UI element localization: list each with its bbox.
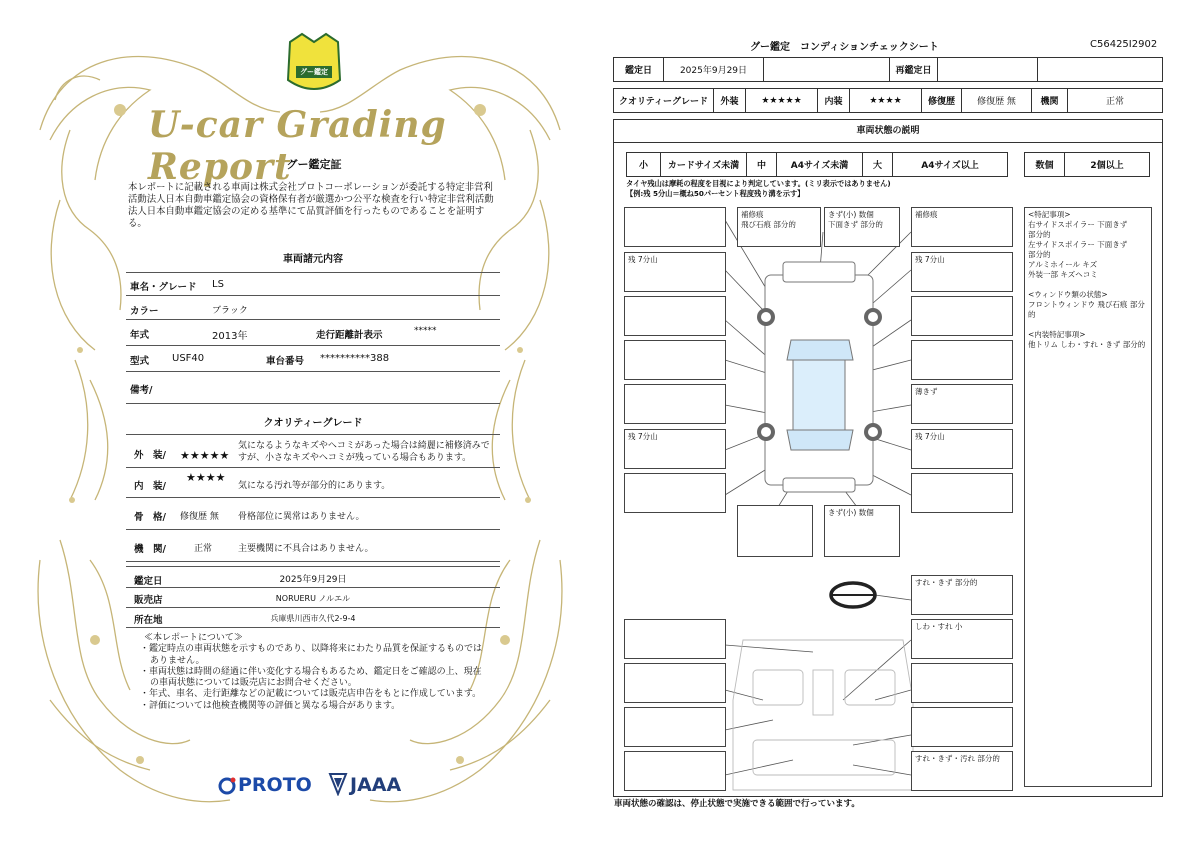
dealer-row (126, 588, 500, 608)
spec-mileage-value: ***** (414, 326, 437, 336)
notes-title: ≪本レポートについて≫ (144, 633, 243, 643)
damage-box: 残 7分山 (624, 429, 726, 469)
sheet-footer: 車両状態の確認は、停止状態で実施できる範囲で行っています。 (614, 799, 860, 809)
damage-box (911, 473, 1013, 513)
tire-note-line: 【例:残 5分山＝概ね50パーセント程度残り溝を示す】 (626, 188, 805, 198)
jaaa-logo: JAAA (350, 774, 402, 796)
dealer-label: 販売店 (134, 595, 163, 606)
tire-note (626, 179, 891, 198)
damage-box: 補修痕 飛び石痕 部分的 (737, 207, 821, 247)
damage-box (624, 473, 726, 513)
legend-count-desc: 2個以上 (1065, 153, 1150, 177)
proto-logo-icon (218, 776, 238, 796)
date-label: 鑑定日 (614, 58, 664, 82)
damage-box (911, 707, 1013, 747)
repair-label: 修復歴 (922, 89, 962, 113)
legend-large-desc: A4サイズ以上 (893, 153, 1008, 177)
engine-label-r: 機関 (1032, 89, 1068, 113)
spec-color-value: ブラック (212, 306, 248, 316)
spec-name-value: LS (212, 279, 224, 290)
spec-row-name (126, 272, 500, 296)
quality-row-interior (126, 468, 500, 498)
appraisal-date-label: 鑑定日 (134, 576, 163, 587)
size-legend-table (626, 152, 1008, 177)
legend-large: 大 (863, 153, 893, 177)
damage-box (624, 751, 726, 791)
empty-cell (764, 58, 890, 82)
proto-logo: PROTO (238, 774, 312, 796)
damage-box: きず(小) 数個 下面きず 部分的 (824, 207, 900, 247)
qg-label: クオリティーグレード (614, 89, 714, 113)
spec-year-value: 2013年 (212, 331, 248, 342)
legend-medium-desc: A4サイズ未満 (777, 153, 863, 177)
spec-section-title: 車両諸元内容 (283, 254, 343, 265)
tire-note-line: タイヤ残山は摩耗の程度を目視により判定しています。(ミリ表示ではありません) (626, 179, 891, 188)
engine-label: 機 関/ (134, 544, 166, 555)
spec-remarks-label: 備考/ (130, 385, 153, 396)
empty-cell (1038, 58, 1163, 82)
damage-box: 残 7分山 (911, 252, 1013, 292)
certificate-title: グー鑑定証 (286, 158, 342, 171)
appraisal-date-table (613, 57, 1163, 82)
quality-section-title: クオリティーグレード (263, 418, 363, 429)
dealer-value: NORUERU ノルエル (275, 594, 351, 603)
damage-box: すれ・きず 部分的 (911, 575, 1013, 615)
spec-name-label: 車名・グレード (130, 282, 197, 293)
sheet-header: グー鑑定 コンディションチェックシート (750, 42, 939, 53)
count-legend-table (1024, 152, 1150, 177)
spec-row-color (126, 296, 500, 320)
note-item: ・評価については他検査機関等の評価と異なる場合があります。 (140, 700, 401, 711)
damage-box (624, 707, 726, 747)
jaaa-logo-icon (328, 772, 348, 796)
legend-small: 小 (627, 153, 661, 177)
engine-desc: 主要機関に不具合はありません。 (238, 544, 374, 554)
condition-check-sheet (600, 0, 1200, 848)
damage-box (624, 384, 726, 424)
goo-kantei-badge: グー鑑定 (300, 68, 328, 76)
address-label: 所在地 (134, 615, 163, 626)
sheet-code: C56425I2902 (1090, 39, 1158, 50)
exterior-label: 外 装/ (134, 450, 166, 461)
spec-mileage-label: 走行距離計表示 (316, 330, 383, 341)
damage-box: 残 7分山 (911, 429, 1013, 469)
spec-chassis-label: 車台番号 (266, 356, 305, 367)
quality-row-frame (126, 498, 500, 530)
quality-row-engine (126, 530, 500, 562)
frame-desc: 骨格部位に異常はありません。 (238, 512, 365, 522)
address-value: 兵庫県川西市久代2-9-4 (270, 614, 356, 623)
report-notes (140, 633, 490, 712)
quality-row-exterior (126, 434, 500, 468)
damage-box (911, 340, 1013, 380)
legend-count: 数個 (1025, 153, 1065, 177)
damage-box: きず(小) 数個 (824, 505, 900, 557)
damage-box (737, 505, 813, 557)
spec-row-year (126, 320, 500, 346)
frame-value: 修復歴 無 (180, 512, 219, 522)
appraisal-date-row (126, 566, 500, 588)
spec-chassis-value: **********388 (320, 353, 390, 364)
exterior-stars: ★★★★★ (180, 449, 230, 462)
frame-label: 骨 格/ (134, 512, 166, 523)
date-value: 2025年9月29日 (664, 58, 764, 82)
damage-box: 薄きず (911, 384, 1013, 424)
address-row (126, 608, 500, 628)
spec-model-label: 型式 (130, 356, 150, 367)
certificate-body: 本レポートに記載される車両は株式会社プロトコーポレーションが委託する特定非営利活動法人日本自動車鑑定協会の資格保有者が厳選かつ公平な検査を行い特定非営利活動法人日本自動車鑑定協会の定める基準にて品質評価を行ったものであることを証明する。 (128, 182, 494, 229)
damage-box (911, 296, 1013, 336)
quality-grade-table (613, 88, 1163, 113)
exterior-desc: 気になるようなキズやヘコミがあった場合は綺麗に補修済みですが、小さなキズやヘコミが残っている場合もあります。 (238, 441, 490, 463)
legend-small-desc: カードサイズ未満 (661, 153, 747, 177)
spec-row-remarks (126, 372, 500, 404)
damage-box (624, 663, 726, 703)
damage-box (624, 296, 726, 336)
interior-label: 内 装/ (134, 481, 166, 492)
note-item: ・鑑定時点の車両状態を示すものであり、以降将来にわたり品質を保証するものではありません。 (140, 644, 483, 666)
int-label: 内装 (818, 89, 850, 113)
special-notes: <特記事項> 右サイドスポイラー 下面きず 部分的 左サイドスポイラー 下面きず 部分的 アルミホイール キズ 外装一部 キズヘコミ <ウィンドウ類の状態> フロントウィンドウ 飛び石痕 部分的 <内装特記事項> 他トリム しわ・すれ・きず 部分的 (1024, 207, 1152, 787)
repair-value: 修復歴 無 (962, 89, 1032, 113)
engine-value-r: 正常 (1068, 89, 1163, 113)
engine-value: 正常 (194, 544, 213, 554)
int-value: ★★★★ (850, 89, 922, 113)
reappraisal-value (938, 58, 1038, 82)
spec-year-label: 年式 (130, 330, 150, 341)
ext-label: 外装 (714, 89, 746, 113)
spec-color-label: カラー (130, 306, 159, 317)
damage-box (911, 663, 1013, 703)
interior-desc: 気になる汚れ等が部分的にあります。 (238, 481, 391, 491)
spec-row-model (126, 346, 500, 372)
damage-box (624, 340, 726, 380)
report-script-title: U-car Grading Report (148, 104, 447, 188)
damage-box: 補修痕 (911, 207, 1013, 247)
note-item: ・車両状態は時間の経過に伴い変化する場合もあるため、鑑定日をご確認の上、現在の車両状態については販売店にお問合せください。 (140, 666, 482, 689)
spec-model-value: USF40 (172, 353, 205, 364)
damage-box (624, 619, 726, 659)
appraisal-date-value: 2025年9月29日 (279, 575, 347, 585)
damage-box: しわ・すれ 小 (911, 619, 1013, 659)
interior-stars: ★★★★ (186, 471, 226, 484)
legend-medium: 中 (747, 153, 777, 177)
ext-value: ★★★★★ (746, 89, 818, 113)
reappraisal-label: 再鑑定日 (890, 58, 938, 82)
condition-title: 車両状態の説明 (613, 119, 1163, 143)
damage-box (624, 207, 726, 247)
damage-box: 残 7分山 (624, 252, 726, 292)
note-item: ・年式、車名、走行距離などの記載については販売店申告をもとに作成しています。 (140, 689, 482, 700)
damage-box: すれ・きず・汚れ 部分的 (911, 751, 1013, 791)
